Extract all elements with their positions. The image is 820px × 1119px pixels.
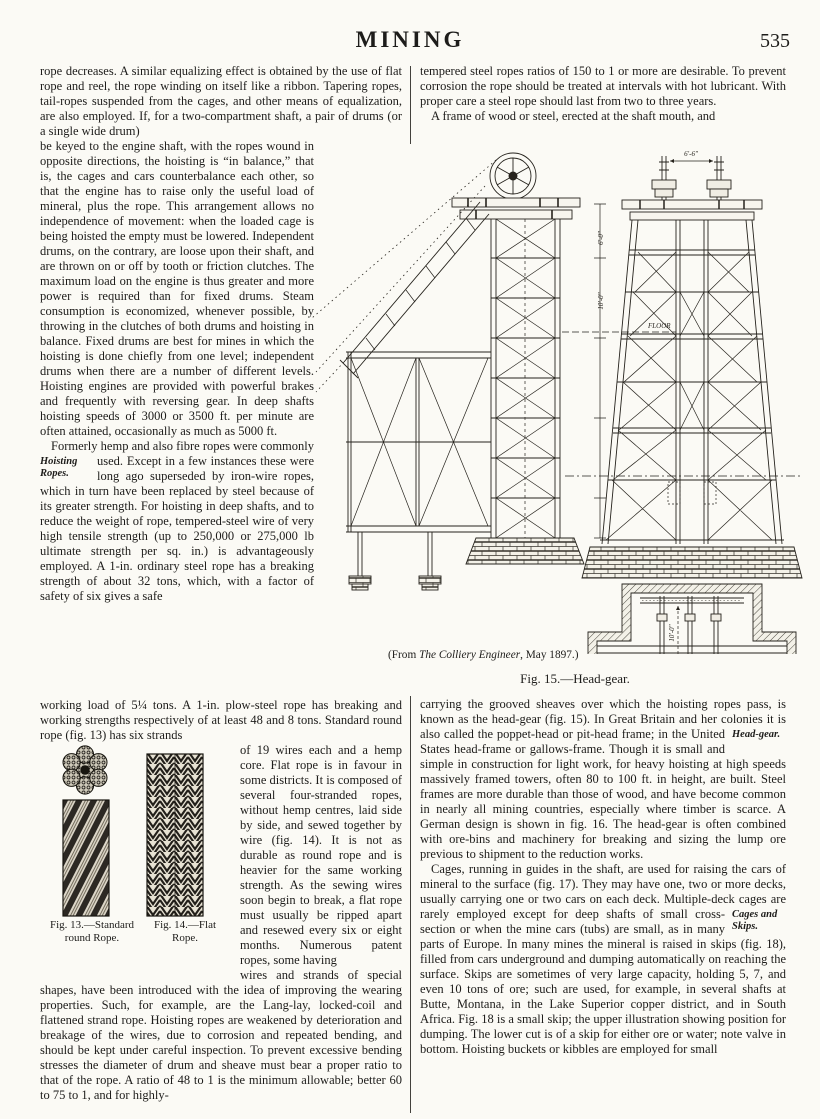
- page-number: 535: [760, 30, 790, 52]
- fig15-floor-label: FLOOR: [648, 322, 671, 330]
- fig13-cross-section-image: [56, 745, 114, 795]
- paragraph: be keyed to the engine shaft, with the ropes wound in opposite directions, the hoisting is “in balance,” that is, the cages and cars counterbalance each other, so that the engine has to raise only the useful load of mineral, plus the rope. This arrangement allows no independence of movement: when the loaded cage is being hoisted the empty must be lowered. Independent drums, on the contrary, are loose upon their shaft, and are thrown on or off by tooth or friction clutches. The maximum load on the engine is thus greater and more power is required than for fixed drums. Steam consumption is economized, whenever possible, by throwing in the clutches of both drums and hoisting in balance. Fixed drums are best for mines in which the hoisting is done chiefly from one level; independent drums when there are a number of different levels. Hoisting engines are provided with powerful brakes and frequently with reversing gear. In deep shafts hoisting speeds of 3000 or 3500 ft. per minute are often attained, occasionally as much as 5000 ft.: [40, 139, 314, 438]
- fig15-source-title: The Colliery Engineer: [419, 649, 521, 661]
- paragraph: A frame of wood or steel, erected at the shaft mouth, and: [431, 109, 716, 123]
- paragraph: tempered steel ropes ratios of 150 to 1 or more are desirable. To prevent corrosion the rope should be treated at intervals with hot lubricant. With proper care a steel rope should last from two to three years.: [420, 64, 786, 108]
- fig14-rope-image: [146, 753, 204, 917]
- fig15-front-elevation: [565, 150, 802, 578]
- paragraph-text: pit-head frame; in the United States head-frame or gallows-frame. Though it is small and simple in construction for light work, for heavy hoisting at high speeds massively framed towers, often 80 to 100 ft. in height, are built. Steel frames are more durable than those of wood, and have become common in nearly all mining countries, especially where timber is scarce. A German design is shown in fig. 16. The head-gear is often combined with ore-bins and machinery for breaking and sizing the lump ore previous to shipment to the reduction works.: [420, 727, 786, 861]
- paragraph-text: rarely employed except for deep shafts of small cross-section or when the mine cars (tubs) are small, as in many parts of Europe. In many mines the mineral is raised in skips (fig. 18), filled from cars underground and dumping automatically on reaching the surface. Skips are sometimes of very large capacity, holding 5, 7, and even 10 tons of ore; such are used, for example, in several shafts at Butte, Montana, in the Lake Superior copper district, and in South Africa. Fig. 18 is a small skip; the upper illustration showing position for dumping. The lower cut is of a skip for either ore or water; note valve in bottom. Hoisting buckets or kibbles are employed for small: [420, 907, 786, 1056]
- column-divider-bottom: [410, 696, 411, 1113]
- right-column-upper: [420, 64, 786, 148]
- fig15-dim-label: 6'-0": [597, 231, 605, 245]
- fig13-rope-image: [62, 799, 110, 917]
- paragraph-text: carrying the grooved sheaves over which the hoisting ropes pass, is known as the head-gear (fig. 15). In Great Britain and her colonies it is also called the poppet-head or: [420, 697, 786, 741]
- page-title: MINING: [355, 27, 465, 52]
- left-column-lower: [40, 698, 402, 1116]
- column-divider-top: [410, 66, 411, 144]
- fig15-plan-view: [588, 584, 796, 654]
- fig13-caption: Fig. 13.—Standard round Rope.: [49, 919, 135, 944]
- sidenote-cages-and-skips: Cages and Skips.: [732, 909, 778, 932]
- sidenote-hoisting-ropes: Hoisting Ropes.: [40, 456, 78, 479]
- paragraph: of 19 wires each and a hemp core. Flat rope is in favour in some districts. It is composed of several four-stranded ropes, without hemp centres, laid side by side, and sewed together by wire (fig. 14). It is not as durable as round rope and is heavier for the same working strength. As the sewing wires soon begin to break, a flat rope must usually be ripped apart and resewed every six or eight months. Numerous patent ropes, some having: [240, 743, 402, 967]
- paragraph: working load of 5¼ tons. A 1-in. plow-steel rope has breaking and working strengths respectively of at least 48 and 8 tons. Standard round rope (fig. 13) has six strands: [40, 698, 402, 742]
- fig13-fig14-figure-block: [40, 745, 232, 971]
- fig15-source-line: [388, 649, 578, 661]
- fig14-caption: Fig. 14.—Flat Rope.: [153, 919, 217, 944]
- fig15-source-pre: (From: [388, 649, 420, 661]
- paragraph-text: Formerly hemp and also fibre ropes were commonly used. Except in a few instances: [51, 439, 314, 468]
- fig15-side-elevation: [312, 153, 676, 590]
- fig15-dim-top-label: 6'-6": [684, 150, 698, 158]
- sheave-wheel-icon: [490, 153, 536, 199]
- fig15-source-post: , May 1897.): [520, 649, 579, 661]
- paragraph: [40, 439, 314, 604]
- paragraph-text: Cages, running in guides in the shaft, are used for raising the cars of mineral to the surface (fig. 17). They may have one, two or more decks, usually carrying one or two cars on each deck. Multiple-deck cages are: [420, 862, 786, 906]
- fig15-plan-dim-label: 10'-0": [668, 624, 676, 642]
- paragraph: [420, 697, 786, 862]
- fig15-headgear-drawing: [310, 146, 804, 654]
- paragraph-text: these were long ago superseded by iron-wire ropes, which in turn have been replaced by steel because of its greater strength. For hoisting in deep shafts, and to reduce the weight of rope, tempered-steel wire of very high tensile strength (up to 250,000 or 275,000 lb ultimate strength per sq. in.) is advantageously employed. A 1-in. ordinary steel rope has a breaking strength of about 32 tons, which, with a factor of safety of six gives a safe: [40, 454, 314, 603]
- paragraph: [420, 862, 786, 1057]
- paragraph: wires and strands of special shapes, have been introduced with the idea of improving the wearing properties. Such, for example, are the Lang-lay, locked-coil and flattened strand rope. Hoisting ropes are weakened by deterioration and breakage of the wires, due to corrosion and repeated bending, and should be kept under careful inspection. To prevent excessive bending stresses the diameter of drum and sheave must bear a proper ratio to that of the rope. A ratio of 48 to 1 is the minimum allowable; better 60 to 75 to 1, and for highly-: [40, 968, 402, 1102]
- fig15-caption: Fig. 15.—Head-gear.: [520, 671, 630, 686]
- right-column-lower: [420, 697, 786, 1116]
- left-column-narrow-region: [40, 139, 314, 604]
- fig15-dim-label: 10'-0": [597, 292, 605, 310]
- sidenote-head-gear: Head-gear.: [732, 729, 781, 740]
- paragraph: rope decreases. A similar equalizing effect is obtained by the use of flat rope and reel, the rope winding on itself like a ribbon. Tapering ropes, tail-ropes suspended from the cages, and other means of equalization, are also employed. If, for a two-compartment shaft, a pair of drums (or a single wide drum): [40, 64, 402, 138]
